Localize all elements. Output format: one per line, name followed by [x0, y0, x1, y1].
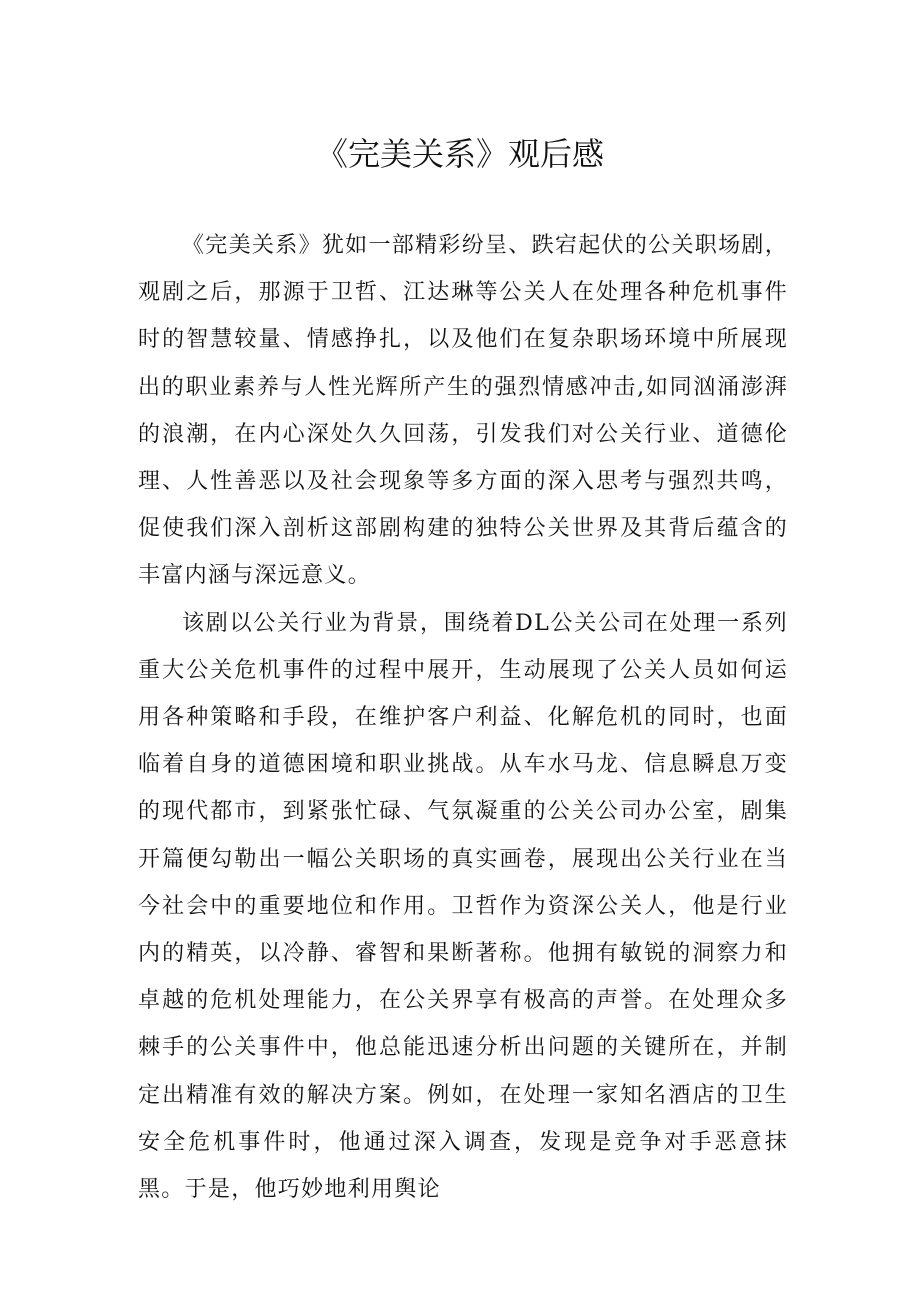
document-body	[138, 222, 788, 1213]
page-title: 《完美关系》观后感	[315, 135, 604, 173]
paragraph-2: 该剧以公关行业为背景，围绕着DL公关公司在处理一系列重大公关危机事件的过程中展开，生动展现了公关人员如何运用各种策略和手段，在维护客户利益、化解危机的同时，也面临着自身的道德困境和职业挑战。从车水马龙、信息瞬息万变的现代都市，到紧张忙碌、气氛凝重的公关公司办公室，剧集开篇便勾勒出一幅公关职场的真实画卷，展现出公关行业在当今社会中的重要地位和作用。卫哲作为资深公关人，他是行业内的精英，以冷静、睿智和果断著称。他拥有敏锐的洞察力和卓越的危机处理能力，在公关界享有极高的声誉。在处理众多棘手的公关事件中，他总能迅速分析出问题的关键所在，并制定出精准有效的解决方案。例如，在处理一家知名酒店的卫生安全危机事件时，他通过深入调查，发现是竞争对手恶意抹黑。于是，他巧妙地利用舆论	[138, 610, 788, 1203]
paragraph-1: 《完美关系》犹如一部精彩纷呈、跌宕起伏的公关职场剧，观剧之后，那源于卫哲、江达琳等公关人在处理各种危机事件时的智慧较量、情感挣扎，以及他们在复杂职场环境中所展现出的职业素养与人性光辉所产生的强烈情感冲击,如同汹涌澎湃的浪潮，在内心深处久久回荡，引发我们对公关行业、道德伦理、人性善恶以及社会现象等多方面的深入思考与强烈共鸣，促使我们深入剖析这部剧构建的独特公关世界及其背后蕴含的丰富内涵与深远意义。	[138, 233, 788, 589]
